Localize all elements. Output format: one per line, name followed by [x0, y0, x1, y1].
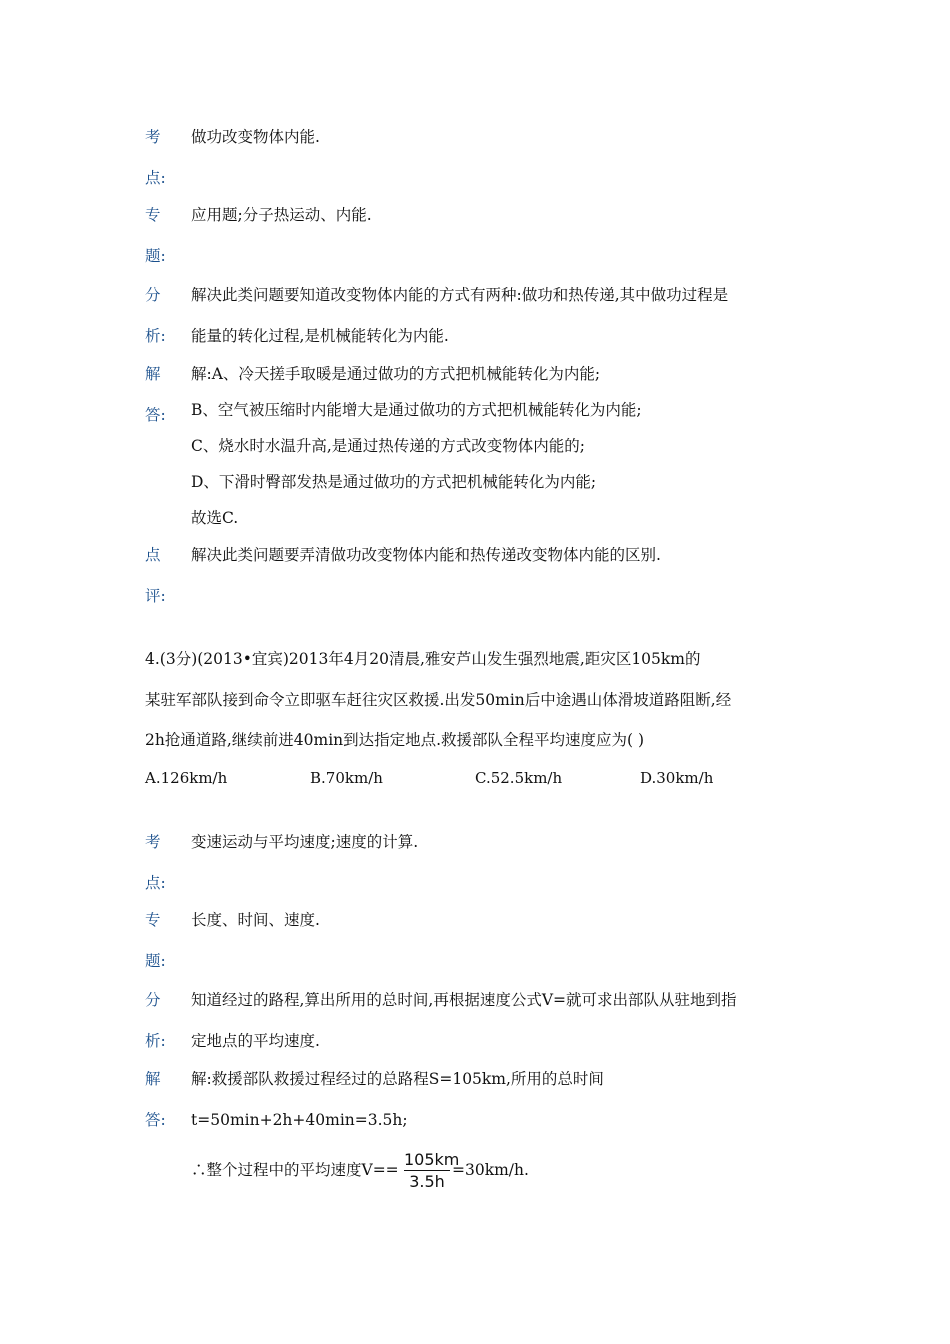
dianping-label-top: 点 [145, 546, 161, 564]
jieda-line-1: 解:救援部队救援过程经过的总路程S=105km,所用的总时间 [191, 1070, 604, 1088]
jieda-label-top: 解 [145, 1070, 161, 1088]
jieda-label-top: 解 [145, 365, 161, 383]
fraction-numerator: 105km [404, 1150, 460, 1169]
zhuanti-text: 长度、时间、速度. [191, 911, 320, 929]
fenxi-line-2: 能量的转化过程,是机械能转化为内能. [191, 327, 449, 345]
jieda-line-3-suffix: =30km/h. [452, 1161, 529, 1179]
fraction-bar [404, 1170, 450, 1171]
option-a: A.126km/h [145, 769, 228, 787]
fenxi-line-2: 定地点的平均速度. [191, 1032, 320, 1050]
kaodian-label-top: 考 [145, 833, 161, 851]
jieda-label-bottom: 答: [145, 406, 166, 424]
question-line-1: 4.(3分)(2013•宜宾)2013年4月20清晨,雅安芦山发生强烈地震,距灾区105km的 [145, 650, 701, 668]
kaodian-text: 做功改变物体内能. [191, 128, 320, 146]
jieda-line-3-prefix: ∴整个过程中的平均速度V== [191, 1161, 399, 1179]
fenxi-line-1: 解决此类问题要知道改变物体内能的方式有两种:做功和热传递,其中做功过程是 [191, 286, 729, 304]
zhuanti-label-top: 专 [145, 911, 161, 929]
zhuanti-label-top: 专 [145, 206, 161, 224]
zhuanti-label-bottom: 题: [145, 247, 166, 265]
jieda-line: C、烧水时水温升高,是通过热传递的方式改变物体内能的; [191, 437, 586, 455]
zhuanti-text: 应用题;分子热运动、内能. [191, 206, 372, 224]
fraction-denominator: 3.5h [409, 1172, 445, 1191]
question-line-2: 某驻军部队接到命令立即驱车赶往灾区救援.出发50min后中途遇山体滑坡道路阻断,经 [145, 691, 732, 709]
fraction [404, 1150, 460, 1191]
option-c: C.52.5km/h [475, 769, 563, 787]
dianping-text: 解决此类问题要弄清做功改变物体内能和热传递改变物体内能的区别. [191, 546, 661, 564]
jieda-line: D、下滑时臀部发热是通过做功的方式把机械能转化为内能; [191, 473, 597, 491]
fenxi-label-top: 分 [145, 286, 161, 304]
jieda-line: 故选C. [191, 509, 239, 527]
option-d: D.30km/h [640, 769, 714, 787]
question-line-3: 2h抢通道路,继续前进40min到达指定地点.救援部队全程平均速度应为( ) [145, 731, 645, 749]
jieda-label-bottom: 答: [145, 1111, 166, 1129]
dianping-label-bottom: 评: [145, 587, 166, 605]
jieda-line: B、空气被压缩时内能增大是通过做功的方式把机械能转化为内能; [191, 401, 642, 419]
fenxi-label-top: 分 [145, 991, 161, 1009]
option-b: B.70km/h [310, 769, 383, 787]
fenxi-label-bottom: 析: [145, 327, 166, 345]
kaodian-text: 变速运动与平均速度;速度的计算. [191, 833, 419, 851]
jieda-line-2: t=50min+2h+40min=3.5h; [191, 1111, 408, 1129]
jieda-line: 解:A、冷天搓手取暖是通过做功的方式把机械能转化为内能; [191, 365, 601, 383]
kaodian-label-top: 考 [145, 128, 161, 146]
fenxi-label-bottom: 析: [145, 1032, 166, 1050]
zhuanti-label-bottom: 题: [145, 952, 166, 970]
fenxi-line-1: 知道经过的路程,算出所用的总时间,再根据速度公式V=就可求出部队从驻地到指 [191, 991, 737, 1009]
kaodian-label-bottom: 点: [145, 874, 166, 892]
kaodian-label-bottom: 点: [145, 169, 166, 187]
